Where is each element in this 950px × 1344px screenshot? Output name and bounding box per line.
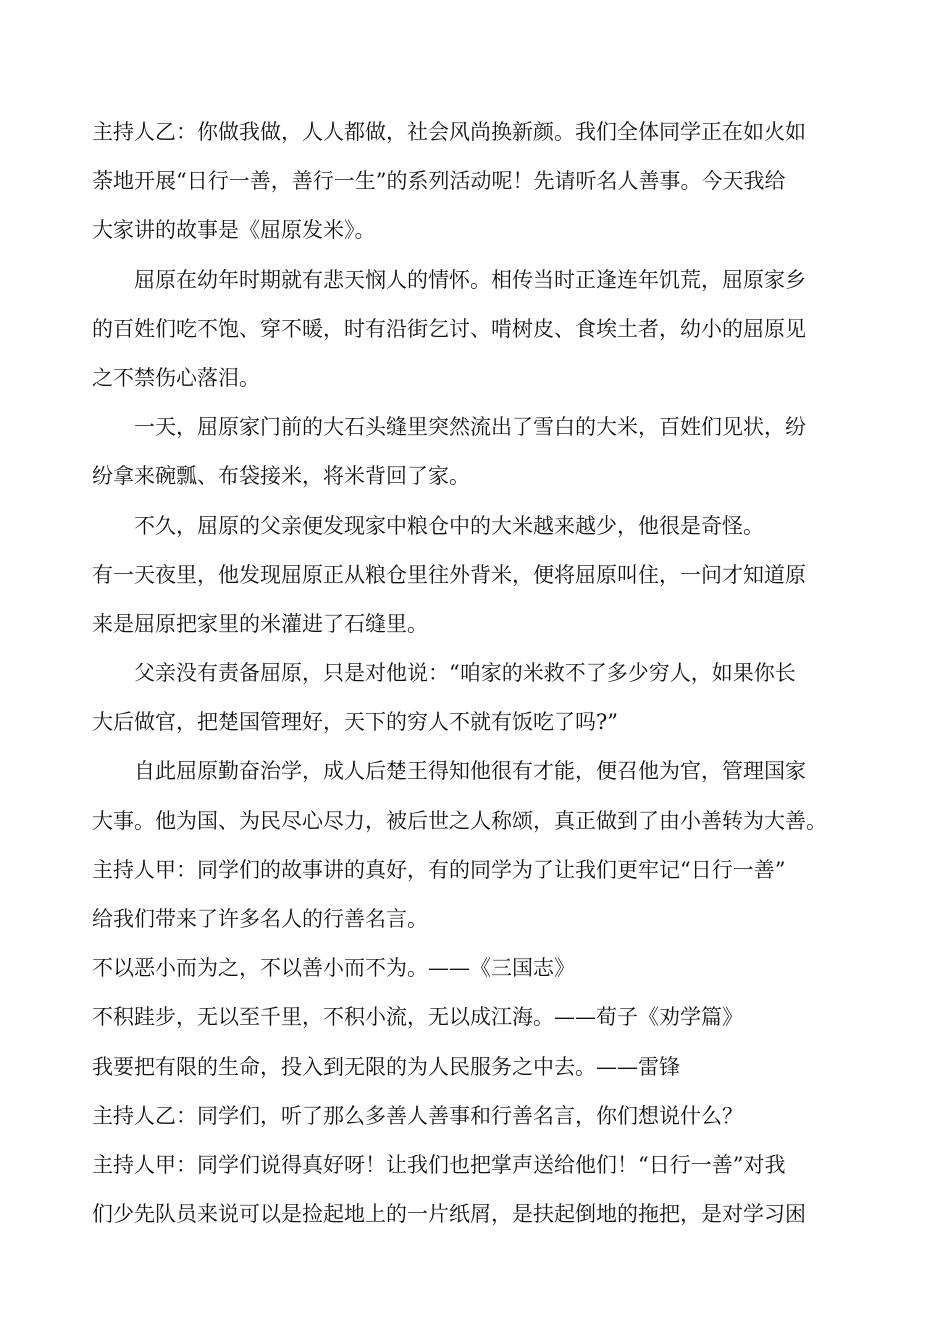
text-line: 一天，屈原家门前的大石头缝里突然流出了雪白的大米，百姓们见状，纷 bbox=[134, 415, 806, 440]
text-line: 不久，屈原的父亲便发现家中粮仓中的大米越来越少，他很是奇怪。 bbox=[134, 513, 764, 538]
text-line: 自此屈原勤奋治学，成人后楚王得知他很有才能，便召他为官，管理国家 bbox=[134, 759, 806, 784]
quote-line: 不以恶小而为之，不以善小而不为。——《三国志》 bbox=[92, 956, 575, 981]
text-line: 主持人甲：同学们的故事讲的真好，有的同学为了让我们更牢记“日行一善” bbox=[92, 857, 786, 882]
text-line: 大家讲的故事是《屈原发米》。 bbox=[92, 218, 376, 243]
text-line: 大事。他为国、为民尽心尽力，被后世之人称颂，真正做到了由小善转为大善。 bbox=[92, 808, 827, 833]
text-line: 主持人乙：你做我做，人人都做，社会风尚换新颜。我们全体同学正在如火如 bbox=[92, 120, 806, 144]
text-line: 们少先队员来说可以是捡起地上的一片纸屑，是扶起倒地的拖把，是对学习困 bbox=[92, 1202, 806, 1227]
text-line: 大后做官，把楚国管理好，天下的穷人不就有饭吃了吗?” bbox=[92, 710, 618, 735]
text-line: 的百姓们吃不饱、穿不暖，时有沿街乞讨、啃树皮、食埃土者，幼小的屈原见 bbox=[92, 316, 806, 341]
text-line: 之不禁伤心落泪。 bbox=[92, 365, 260, 390]
text-line: 主持人乙：同学们，听了那么多善人善事和行善名言，你们想说什么？ bbox=[92, 1103, 743, 1128]
text-line: 屈原在幼年时期就有悲天悯人的情怀。相传当时正逢连年饥荒，屈原家乡 bbox=[134, 267, 806, 292]
text-line: 有一天夜里，他发现屈原正从粮仓里往外背米，便将屈原叫住，一问才知道原 bbox=[92, 562, 806, 587]
text-line: 来是屈原把家里的米灌进了石缝里。 bbox=[92, 611, 428, 636]
quote-line: 不积跬步，无以至千里，不积小流，无以成江海。——荀子《劝学篇》 bbox=[92, 1005, 743, 1030]
document-body bbox=[92, 108, 862, 1239]
text-line: 纷拿来碗瓢、布袋接米，将米背回了家。 bbox=[92, 464, 470, 489]
text-line: 主持人甲：同学们说得真好呀！让我们也把掌声送给他们！“日行一善”对我 bbox=[92, 1152, 786, 1177]
text-line: 父亲没有责备屈原，只是对他说：“咱家的米救不了多少穷人，如果你长 bbox=[134, 661, 796, 686]
text-line: 给我们带来了许多名人的行善名言。 bbox=[92, 907, 428, 931]
text-line: 荼地开展“日行一善，善行一生”的系列活动呢！先请听名人善事。今天我给 bbox=[92, 169, 786, 194]
quote-line: 我要把有限的生命，投入到无限的为人民服务之中去。——雷锋 bbox=[92, 1054, 680, 1079]
